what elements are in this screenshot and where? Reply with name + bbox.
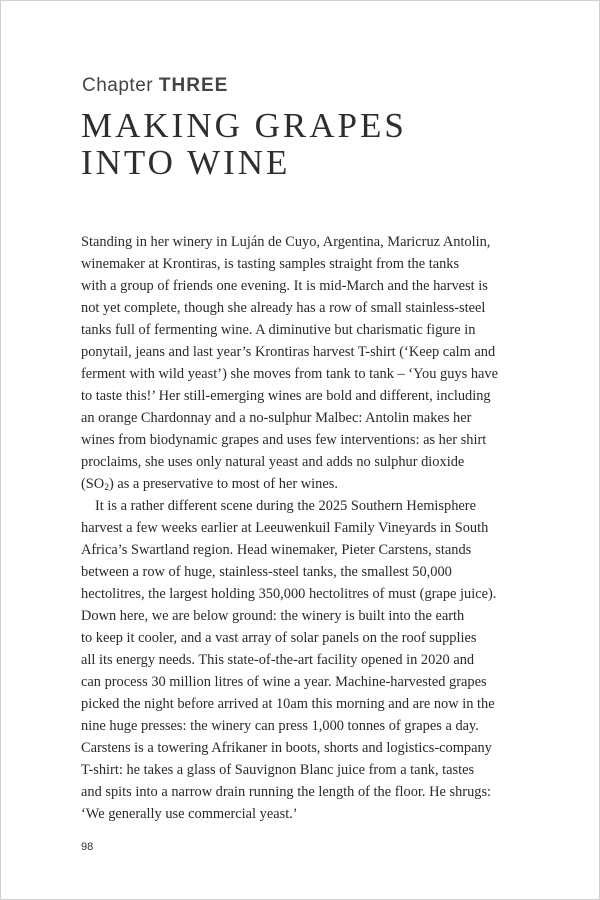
text-line: to taste this!’ Her still-emerging wines are bold and different, including <box>81 388 491 404</box>
chapter-label-number: THREE <box>158 75 229 96</box>
text-line: with a group of friends one evening. It is mid-March and the harvest is <box>81 278 488 294</box>
chapter-title-line: MAKING GRAPES <box>81 106 407 145</box>
text-line: tanks full of fermenting wine. A diminutive but charismatic figure in <box>81 322 476 338</box>
text-line: ponytail, jeans and last year’s Krontiras harvest T-shirt (‘Keep calm and <box>81 344 496 360</box>
text-line: Down here, we are below ground: the winery is built into the earth <box>81 608 465 624</box>
text-line: to keep it cooler, and a vast array of solar panels on the roof supplies <box>81 630 477 646</box>
chapter-label-word: Chapter <box>82 75 154 96</box>
text-line: hectolitres, the largest holding 350,000 hectolitres of must (grape juice). <box>81 586 497 602</box>
so2-open: (SO <box>81 476 105 492</box>
text-line: an orange Chardonnay and a no-sulphur Malbec: Antolin makes her <box>81 410 472 426</box>
text-line: all its energy needs. This state-of-the-art facility opened in 2020 and <box>81 652 475 668</box>
text-line: proclaims, she uses only natural yeast and adds no sulphur dioxide <box>81 454 465 470</box>
body-text <box>81 231 551 825</box>
text-line: nine huge presses: the winery can press 1,000 tonnes of grapes a day. <box>81 718 479 734</box>
text-line: Standing in her winery in Luján de Cuyo, Argentina, Maricruz Antolin, <box>81 234 491 250</box>
chapter-title-line: INTO WINE <box>81 143 291 182</box>
chapter-label <box>82 75 228 97</box>
text-line: Carstens is a towering Afrikaner in boots, shorts and logistics-company <box>81 740 492 756</box>
text-line: picked the night before arrived at 10am this morning and are now in the <box>81 696 495 712</box>
text-line: can process 30 million litres of wine a year. Machine-harvested grapes <box>81 674 487 690</box>
text-line: wines from biodynamic grapes and uses few interventions: as her shirt <box>81 432 487 448</box>
text-line: It is a rather different scene during the 2025 Southern Hemisphere <box>95 498 476 514</box>
text-line: not yet complete, though she already has a row of small stainless-steel <box>81 300 486 316</box>
text-line: harvest a few weeks earlier at Leeuwenkuil Family Vineyards in South <box>81 520 489 536</box>
text-line: T-shirt: he takes a glass of Sauvignon Blanc juice from a tank, tastes <box>81 762 475 778</box>
text-line: Africa’s Swartland region. Head winemaker, Pieter Carstens, stands <box>81 542 472 558</box>
so2-subscript: 2 <box>104 483 109 493</box>
chapter-title <box>81 107 541 181</box>
paragraph-1 <box>81 231 551 495</box>
text-line: between a row of huge, stainless-steel tanks, the smallest 50,000 <box>81 564 452 580</box>
text-line: winemaker at Krontiras, is tasting samples straight from the tanks <box>81 256 460 272</box>
text-line: ‘We generally use commercial yeast.’ <box>81 806 298 822</box>
so2-rest: ) as a preservative to most of her wines. <box>108 476 338 492</box>
paragraph-2 <box>81 495 551 825</box>
page-number: 98 <box>81 841 94 853</box>
text-line <box>81 473 551 495</box>
text-line: and spits into a narrow drain running the length of the floor. He shrugs: <box>81 784 492 800</box>
text-line: ferment with wild yeast’) she moves from tank to tank – ‘You guys have <box>81 366 498 382</box>
